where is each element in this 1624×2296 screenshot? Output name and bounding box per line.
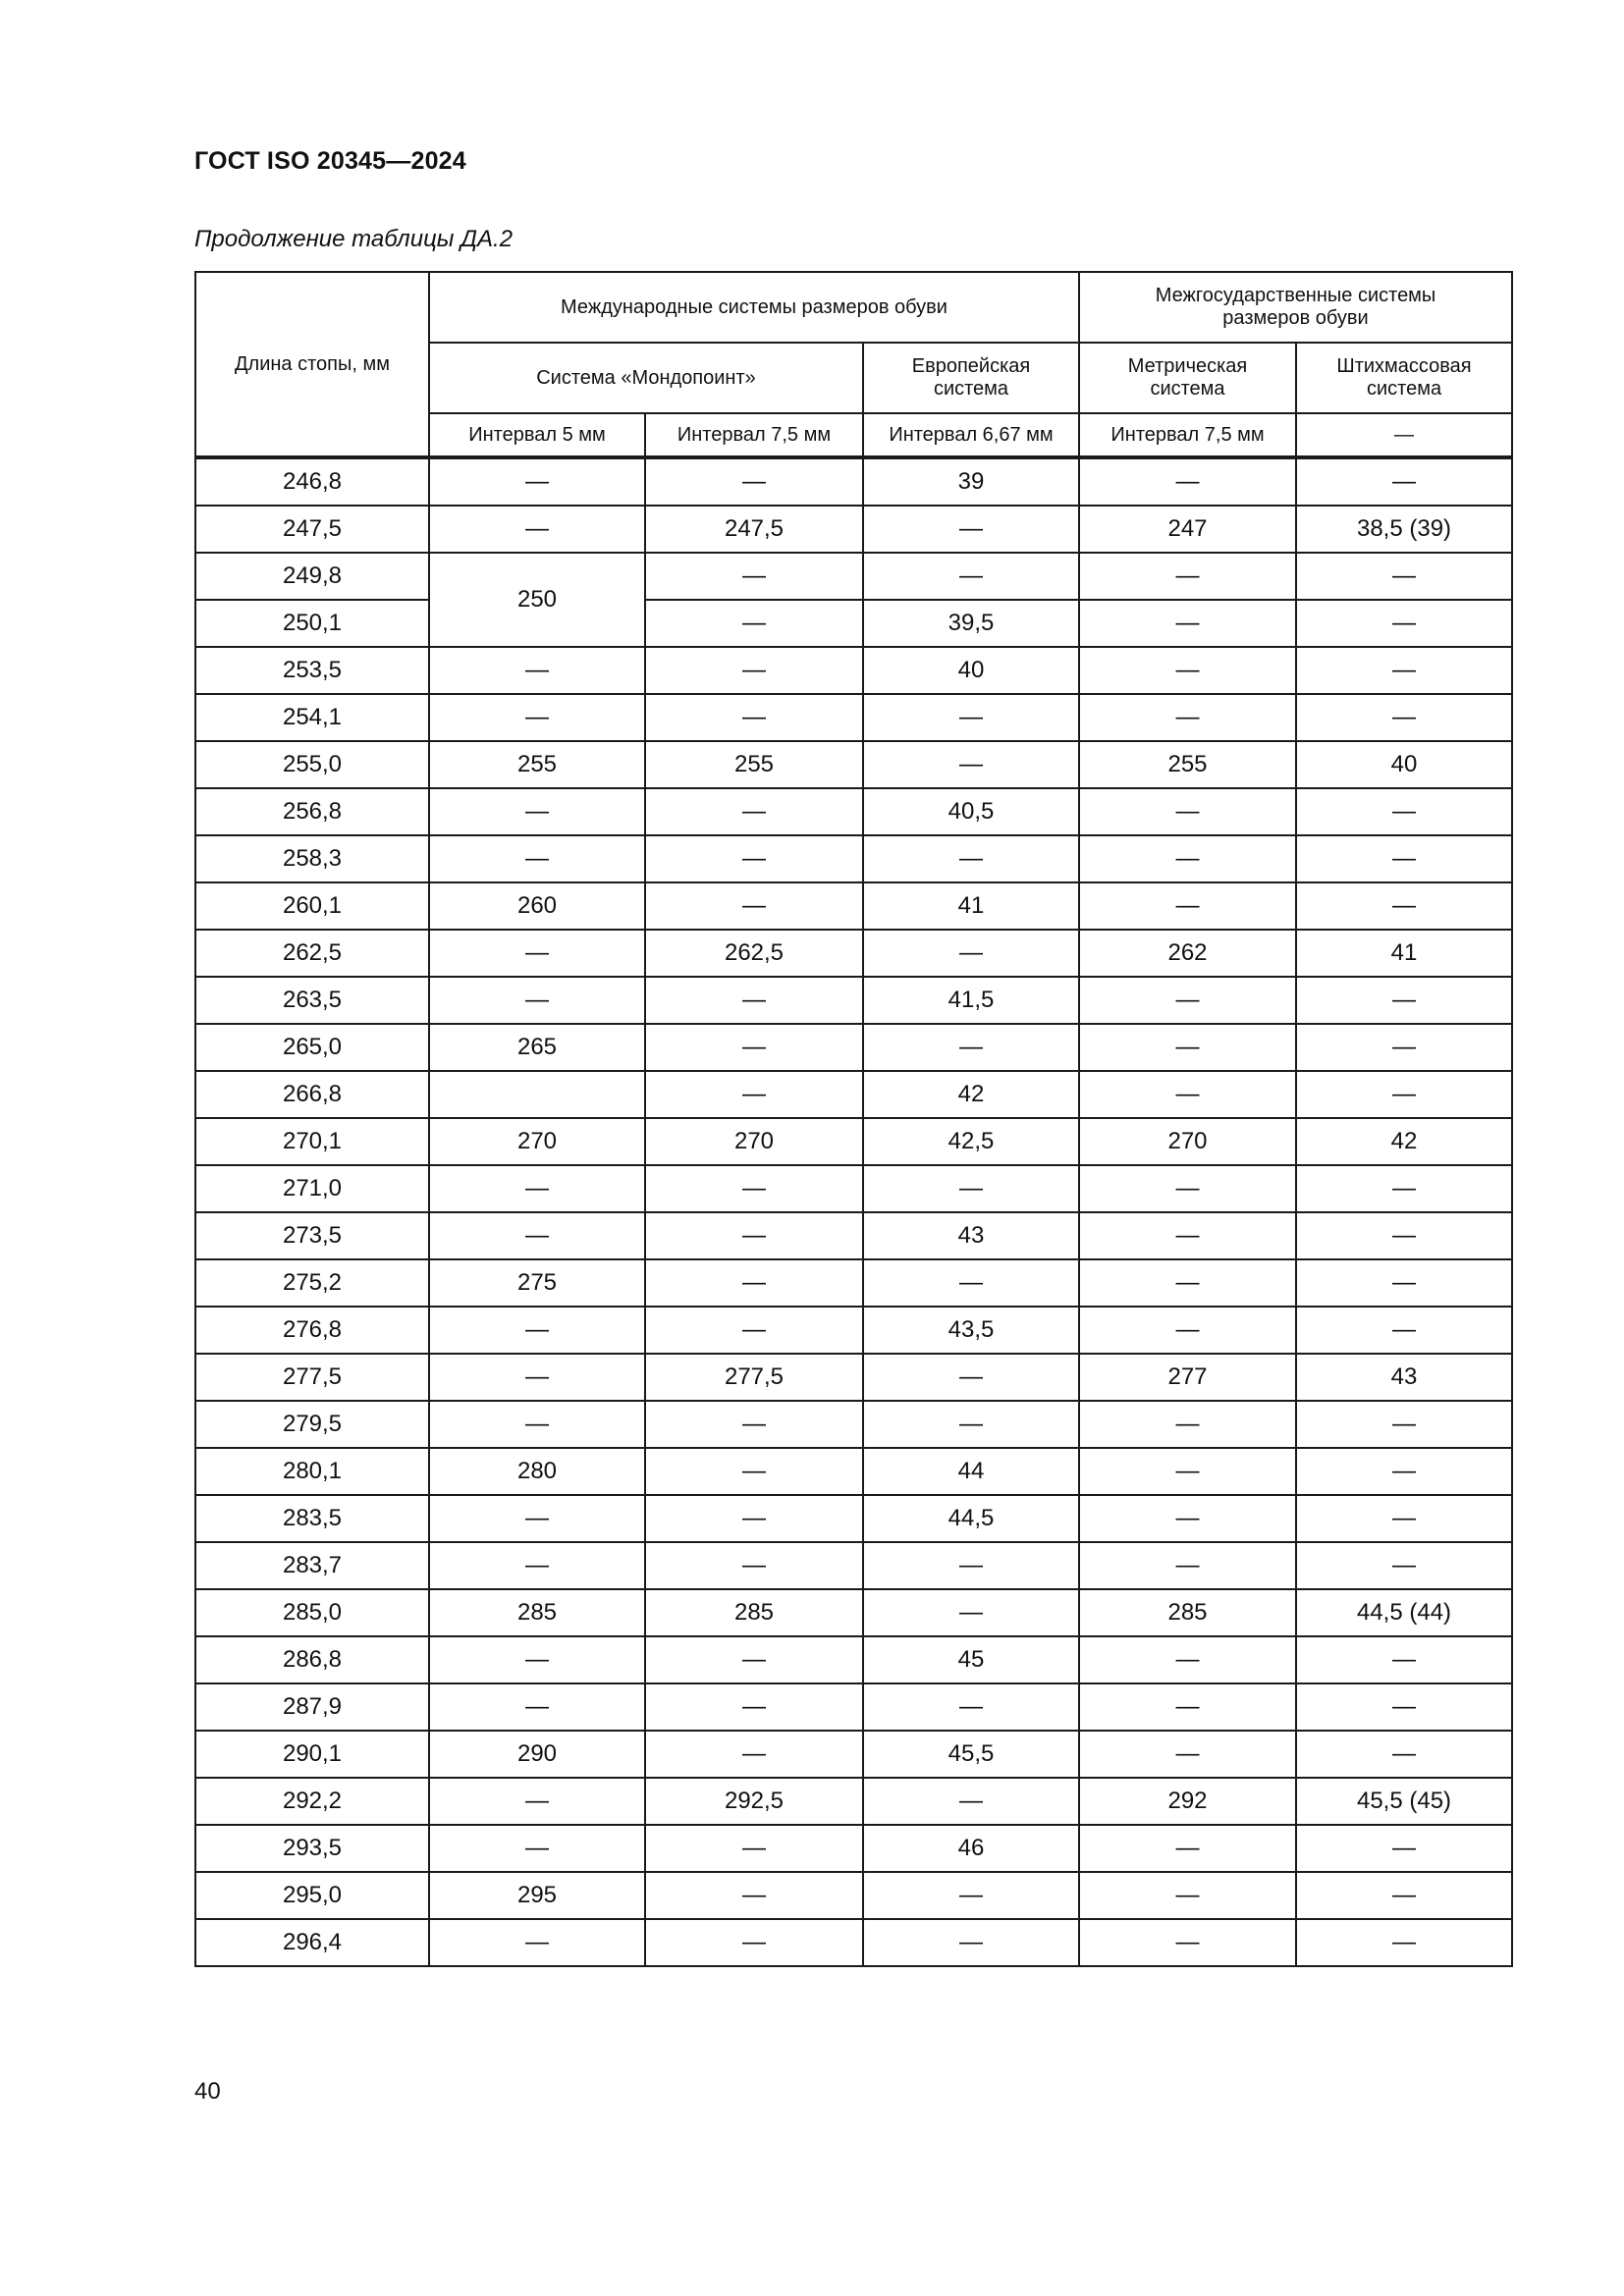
cell-european-6-67mm: — <box>863 1024 1079 1071</box>
cell-shtikhmass: — <box>1296 1731 1512 1778</box>
cell-metric-7-5mm: — <box>1079 553 1296 600</box>
header-shtikh-interval: — <box>1296 413 1512 457</box>
cell-foot-length: 260,1 <box>195 882 429 930</box>
table-row <box>195 741 1512 788</box>
header-european-line1: Европейская <box>911 355 1031 377</box>
cell-metric-7-5mm: 262 <box>1079 930 1296 977</box>
cell-shtikhmass: — <box>1296 1683 1512 1731</box>
cell-mondopoint-5mm: 285 <box>429 1589 645 1636</box>
cell-mondopoint-7-5mm: — <box>645 1259 863 1307</box>
cell-foot-length: 250,1 <box>195 600 429 647</box>
size-conversion-table <box>194 271 1513 1967</box>
cell-foot-length: 255,0 <box>195 741 429 788</box>
cell-shtikhmass: — <box>1296 694 1512 741</box>
cell-mondopoint-7-5mm: — <box>645 600 863 647</box>
cell-foot-length: 286,8 <box>195 1636 429 1683</box>
cell-mondopoint-7-5mm: — <box>645 1071 863 1118</box>
cell-metric-7-5mm: — <box>1079 1212 1296 1259</box>
header-metric <box>1079 343 1296 413</box>
table-row <box>195 457 1512 506</box>
cell-foot-length: 262,5 <box>195 930 429 977</box>
cell-mondopoint-7-5mm: — <box>645 1872 863 1919</box>
table-row <box>195 1919 1512 1966</box>
cell-shtikhmass: — <box>1296 1872 1512 1919</box>
cell-european-6-67mm: 39 <box>863 457 1079 506</box>
cell-shtikhmass: — <box>1296 457 1512 506</box>
cell-shtikhmass: — <box>1296 1636 1512 1683</box>
cell-foot-length: 246,8 <box>195 457 429 506</box>
table-row <box>195 930 1512 977</box>
cell-mondopoint-5mm: 270 <box>429 1118 645 1165</box>
cell-mondopoint-7-5mm: — <box>645 1212 863 1259</box>
cell-european-6-67mm: — <box>863 506 1079 553</box>
cell-mondopoint-5mm: 260 <box>429 882 645 930</box>
table-row <box>195 647 1512 694</box>
cell-mondopoint-5mm: 250 <box>429 553 645 647</box>
cell-mondopoint-5mm: — <box>429 977 645 1024</box>
cell-mondopoint-7-5mm: 285 <box>645 1589 863 1636</box>
cell-shtikhmass: — <box>1296 1542 1512 1589</box>
table-row <box>195 1778 1512 1825</box>
cell-metric-7-5mm: — <box>1079 835 1296 882</box>
cell-mondopoint-5mm: — <box>429 1683 645 1731</box>
cell-european-6-67mm: — <box>863 694 1079 741</box>
table-row <box>195 1071 1512 1118</box>
header-interstate-systems <box>1079 272 1512 343</box>
cell-foot-length: 249,8 <box>195 553 429 600</box>
table-row <box>195 506 1512 553</box>
cell-european-6-67mm: — <box>863 835 1079 882</box>
cell-mondopoint-5mm: — <box>429 1307 645 1354</box>
header-interstate-line1: Межгосударственные системы <box>1155 285 1436 306</box>
table-row <box>195 1589 1512 1636</box>
cell-foot-length: 283,7 <box>195 1542 429 1589</box>
table-row <box>195 1024 1512 1071</box>
cell-foot-length: 273,5 <box>195 1212 429 1259</box>
cell-foot-length: 276,8 <box>195 1307 429 1354</box>
cell-mondopoint-5mm: — <box>429 835 645 882</box>
cell-metric-7-5mm: — <box>1079 1165 1296 1212</box>
cell-shtikhmass: — <box>1296 1259 1512 1307</box>
cell-shtikhmass: — <box>1296 1212 1512 1259</box>
table-row <box>195 1683 1512 1731</box>
page-number: 40 <box>194 2078 221 2105</box>
table-row <box>195 1636 1512 1683</box>
cell-metric-7-5mm: — <box>1079 1542 1296 1589</box>
cell-european-6-67mm: 40,5 <box>863 788 1079 835</box>
table-row <box>195 1495 1512 1542</box>
cell-mondopoint-7-5mm: — <box>645 788 863 835</box>
header-international-systems: Международные системы размеров обуви <box>429 272 1079 343</box>
cell-mondopoint-5mm <box>429 1071 645 1118</box>
cell-shtikhmass: — <box>1296 1401 1512 1448</box>
header-interstate-line2: размеров обуви <box>1222 307 1369 329</box>
cell-mondopoint-5mm: — <box>429 647 645 694</box>
cell-shtikhmass: — <box>1296 1495 1512 1542</box>
cell-foot-length: 290,1 <box>195 1731 429 1778</box>
header-foot-length: Длина стопы, мм <box>195 272 429 457</box>
cell-mondopoint-7-5mm: — <box>645 457 863 506</box>
cell-mondopoint-7-5mm: — <box>645 1401 863 1448</box>
table-row <box>195 1825 1512 1872</box>
cell-european-6-67mm: — <box>863 1354 1079 1401</box>
table-row <box>195 1118 1512 1165</box>
cell-metric-7-5mm: — <box>1079 977 1296 1024</box>
header-european-line2: система <box>933 378 1009 400</box>
cell-foot-length: 266,8 <box>195 1071 429 1118</box>
header-interval-5mm: Интервал 5 мм <box>429 413 645 457</box>
cell-foot-length: 295,0 <box>195 1872 429 1919</box>
table-row <box>195 1542 1512 1589</box>
cell-mondopoint-5mm: — <box>429 1212 645 1259</box>
cell-european-6-67mm: — <box>863 553 1079 600</box>
table-row <box>195 1731 1512 1778</box>
cell-metric-7-5mm: — <box>1079 1259 1296 1307</box>
cell-shtikhmass: 41 <box>1296 930 1512 977</box>
cell-metric-7-5mm: 247 <box>1079 506 1296 553</box>
cell-metric-7-5mm: — <box>1079 882 1296 930</box>
cell-mondopoint-7-5mm: — <box>645 1495 863 1542</box>
cell-foot-length: 254,1 <box>195 694 429 741</box>
cell-metric-7-5mm: 270 <box>1079 1118 1296 1165</box>
cell-metric-7-5mm: — <box>1079 1919 1296 1966</box>
cell-mondopoint-7-5mm: — <box>645 1165 863 1212</box>
cell-metric-7-5mm: — <box>1079 457 1296 506</box>
cell-mondopoint-5mm: — <box>429 1354 645 1401</box>
cell-european-6-67mm: — <box>863 1589 1079 1636</box>
cell-shtikhmass: — <box>1296 600 1512 647</box>
cell-foot-length: 280,1 <box>195 1448 429 1495</box>
cell-mondopoint-7-5mm: — <box>645 1448 863 1495</box>
cell-metric-7-5mm: 285 <box>1079 1589 1296 1636</box>
cell-shtikhmass: — <box>1296 788 1512 835</box>
cell-mondopoint-7-5mm: — <box>645 1542 863 1589</box>
cell-shtikhmass: 38,5 (39) <box>1296 506 1512 553</box>
cell-shtikhmass: — <box>1296 1165 1512 1212</box>
cell-european-6-67mm: 44 <box>863 1448 1079 1495</box>
cell-european-6-67mm: 45,5 <box>863 1731 1079 1778</box>
cell-foot-length: 287,9 <box>195 1683 429 1731</box>
cell-mondopoint-7-5mm: 270 <box>645 1118 863 1165</box>
header-metric-line2: система <box>1150 378 1225 400</box>
cell-european-6-67mm: 44,5 <box>863 1495 1079 1542</box>
table-row <box>195 1872 1512 1919</box>
cell-european-6-67mm: — <box>863 1683 1079 1731</box>
table-row <box>195 1307 1512 1354</box>
cell-foot-length: 265,0 <box>195 1024 429 1071</box>
cell-european-6-67mm: 41 <box>863 882 1079 930</box>
cell-shtikhmass: — <box>1296 1307 1512 1354</box>
cell-shtikhmass: 40 <box>1296 741 1512 788</box>
cell-shtikhmass: — <box>1296 1448 1512 1495</box>
cell-shtikhmass: — <box>1296 1825 1512 1872</box>
cell-mondopoint-5mm: — <box>429 694 645 741</box>
cell-european-6-67mm: 45 <box>863 1636 1079 1683</box>
cell-foot-length: 270,1 <box>195 1118 429 1165</box>
cell-metric-7-5mm: — <box>1079 1448 1296 1495</box>
cell-metric-7-5mm: — <box>1079 1071 1296 1118</box>
cell-foot-length: 283,5 <box>195 1495 429 1542</box>
cell-foot-length: 296,4 <box>195 1919 429 1966</box>
cell-mondopoint-5mm: 275 <box>429 1259 645 1307</box>
cell-shtikhmass: — <box>1296 553 1512 600</box>
table-row <box>195 788 1512 835</box>
header-interval-7-5mm: Интервал 7,5 мм <box>645 413 863 457</box>
header-shtikh-line2: система <box>1366 378 1442 400</box>
cell-mondopoint-7-5mm: 277,5 <box>645 1354 863 1401</box>
cell-metric-7-5mm: — <box>1079 1307 1296 1354</box>
cell-european-6-67mm: — <box>863 1778 1079 1825</box>
cell-metric-7-5mm: — <box>1079 1825 1296 1872</box>
cell-metric-7-5mm: — <box>1079 788 1296 835</box>
cell-mondopoint-7-5mm: — <box>645 647 863 694</box>
cell-foot-length: 279,5 <box>195 1401 429 1448</box>
cell-metric-7-5mm: — <box>1079 1024 1296 1071</box>
cell-mondopoint-7-5mm: — <box>645 882 863 930</box>
cell-mondopoint-7-5mm: 247,5 <box>645 506 863 553</box>
cell-mondopoint-7-5mm: — <box>645 835 863 882</box>
header-metric-line1: Метрическая <box>1127 355 1248 377</box>
table-header <box>195 272 1512 457</box>
cell-mondopoint-7-5mm: — <box>645 1636 863 1683</box>
cell-foot-length: 293,5 <box>195 1825 429 1872</box>
cell-mondopoint-5mm: 255 <box>429 741 645 788</box>
cell-shtikhmass: 42 <box>1296 1118 1512 1165</box>
cell-foot-length: 285,0 <box>195 1589 429 1636</box>
cell-metric-7-5mm: — <box>1079 600 1296 647</box>
header-mondopoint: Система «Мондопоинт» <box>429 343 863 413</box>
document-code: ГОСТ ISO 20345—2024 <box>194 147 466 175</box>
cell-mondopoint-7-5mm: — <box>645 1024 863 1071</box>
table-row <box>195 1448 1512 1495</box>
cell-mondopoint-5mm: — <box>429 1542 645 1589</box>
cell-european-6-67mm: — <box>863 1872 1079 1919</box>
cell-mondopoint-7-5mm: — <box>645 1307 863 1354</box>
cell-mondopoint-7-5mm: — <box>645 1731 863 1778</box>
table-caption: Продолжение таблицы ДА.2 <box>194 226 514 252</box>
table-row <box>195 882 1512 930</box>
cell-mondopoint-5mm: — <box>429 1919 645 1966</box>
cell-mondopoint-7-5mm: — <box>645 694 863 741</box>
cell-mondopoint-5mm: — <box>429 1636 645 1683</box>
table-row <box>195 977 1512 1024</box>
cell-shtikhmass: 44,5 (44) <box>1296 1589 1512 1636</box>
cell-mondopoint-7-5mm: — <box>645 1825 863 1872</box>
cell-foot-length: 277,5 <box>195 1354 429 1401</box>
cell-mondopoint-5mm: — <box>429 788 645 835</box>
header-interval-6-67mm: Интервал 6,67 мм <box>863 413 1079 457</box>
cell-mondopoint-5mm: — <box>429 506 645 553</box>
cell-european-6-67mm: — <box>863 1259 1079 1307</box>
table-row <box>195 1259 1512 1307</box>
cell-foot-length: 275,2 <box>195 1259 429 1307</box>
cell-metric-7-5mm: — <box>1079 1401 1296 1448</box>
cell-foot-length: 258,3 <box>195 835 429 882</box>
cell-mondopoint-5mm: — <box>429 457 645 506</box>
cell-foot-length: 256,8 <box>195 788 429 835</box>
cell-european-6-67mm: 43,5 <box>863 1307 1079 1354</box>
cell-metric-7-5mm: — <box>1079 1872 1296 1919</box>
cell-foot-length: 263,5 <box>195 977 429 1024</box>
table-row <box>195 600 1512 647</box>
header-interval-metric-7-5mm: Интервал 7,5 мм <box>1079 413 1296 457</box>
cell-metric-7-5mm: — <box>1079 1731 1296 1778</box>
cell-mondopoint-7-5mm: — <box>645 977 863 1024</box>
cell-shtikhmass: 43 <box>1296 1354 1512 1401</box>
cell-european-6-67mm: 40 <box>863 647 1079 694</box>
cell-european-6-67mm: 42 <box>863 1071 1079 1118</box>
cell-shtikhmass: — <box>1296 1024 1512 1071</box>
cell-shtikhmass: 45,5 (45) <box>1296 1778 1512 1825</box>
cell-metric-7-5mm: — <box>1079 694 1296 741</box>
cell-shtikhmass: — <box>1296 647 1512 694</box>
cell-metric-7-5mm: 255 <box>1079 741 1296 788</box>
cell-mondopoint-7-5mm: 292,5 <box>645 1778 863 1825</box>
cell-shtikhmass: — <box>1296 835 1512 882</box>
cell-mondopoint-5mm: 265 <box>429 1024 645 1071</box>
cell-shtikhmass: — <box>1296 1919 1512 1966</box>
cell-metric-7-5mm: — <box>1079 647 1296 694</box>
table-body <box>195 457 1512 1966</box>
cell-mondopoint-7-5mm: 262,5 <box>645 930 863 977</box>
cell-european-6-67mm: 43 <box>863 1212 1079 1259</box>
cell-foot-length: 271,0 <box>195 1165 429 1212</box>
cell-mondopoint-7-5mm: — <box>645 553 863 600</box>
cell-metric-7-5mm: — <box>1079 1495 1296 1542</box>
cell-mondopoint-5mm: — <box>429 1165 645 1212</box>
cell-mondopoint-7-5mm: 255 <box>645 741 863 788</box>
cell-metric-7-5mm: 292 <box>1079 1778 1296 1825</box>
cell-mondopoint-5mm: 280 <box>429 1448 645 1495</box>
header-shtikhmass <box>1296 343 1512 413</box>
cell-european-6-67mm: 39,5 <box>863 600 1079 647</box>
table-row <box>195 1212 1512 1259</box>
cell-shtikhmass: — <box>1296 977 1512 1024</box>
cell-european-6-67mm: — <box>863 1165 1079 1212</box>
table-row <box>195 835 1512 882</box>
cell-european-6-67mm: — <box>863 1542 1079 1589</box>
table-row <box>195 1354 1512 1401</box>
cell-european-6-67mm: 42,5 <box>863 1118 1079 1165</box>
cell-mondopoint-5mm: 295 <box>429 1872 645 1919</box>
table-row <box>195 553 1512 600</box>
cell-european-6-67mm: 41,5 <box>863 977 1079 1024</box>
table-row <box>195 694 1512 741</box>
cell-mondopoint-5mm: — <box>429 1825 645 1872</box>
cell-european-6-67mm: — <box>863 1919 1079 1966</box>
cell-mondopoint-7-5mm: — <box>645 1683 863 1731</box>
cell-metric-7-5mm: — <box>1079 1636 1296 1683</box>
cell-european-6-67mm: — <box>863 741 1079 788</box>
cell-foot-length: 253,5 <box>195 647 429 694</box>
cell-metric-7-5mm: — <box>1079 1683 1296 1731</box>
cell-mondopoint-5mm: 290 <box>429 1731 645 1778</box>
cell-european-6-67mm: — <box>863 930 1079 977</box>
cell-european-6-67mm: — <box>863 1401 1079 1448</box>
cell-foot-length: 292,2 <box>195 1778 429 1825</box>
header-european <box>863 343 1079 413</box>
cell-mondopoint-7-5mm: — <box>645 1919 863 1966</box>
cell-mondopoint-5mm: — <box>429 1401 645 1448</box>
cell-shtikhmass: — <box>1296 882 1512 930</box>
cell-mondopoint-5mm: — <box>429 1778 645 1825</box>
table-row <box>195 1165 1512 1212</box>
cell-foot-length: 247,5 <box>195 506 429 553</box>
cell-metric-7-5mm: 277 <box>1079 1354 1296 1401</box>
cell-european-6-67mm: 46 <box>863 1825 1079 1872</box>
table-row <box>195 1401 1512 1448</box>
header-shtikh-line1: Штихмассовая <box>1336 355 1472 377</box>
cell-mondopoint-5mm: — <box>429 930 645 977</box>
cell-mondopoint-5mm: — <box>429 1495 645 1542</box>
cell-shtikhmass: — <box>1296 1071 1512 1118</box>
